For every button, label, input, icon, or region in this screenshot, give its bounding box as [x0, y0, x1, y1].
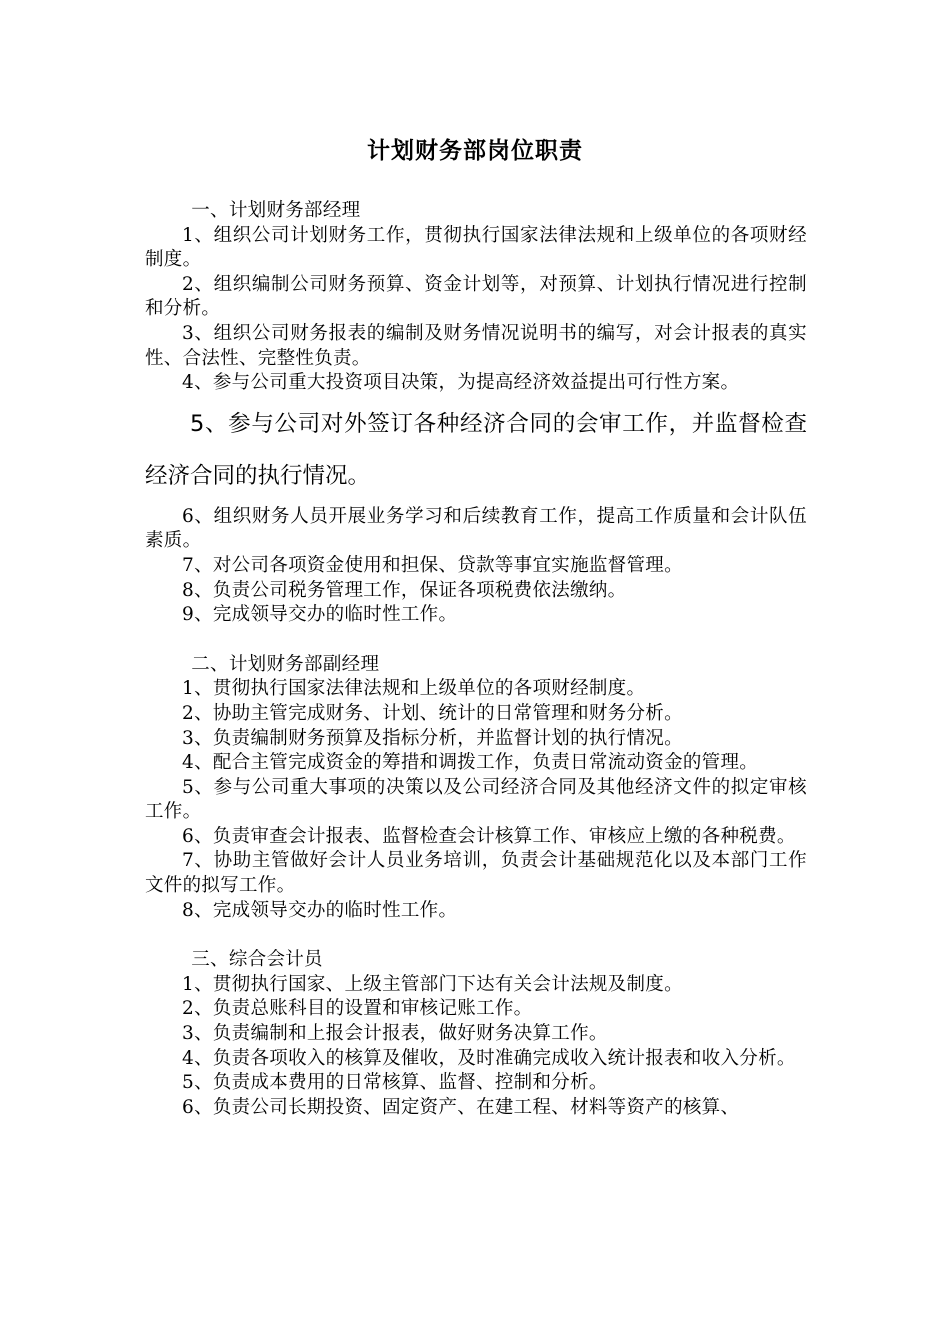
list-item: 9、完成领导交办的临时性工作。	[182, 604, 458, 626]
list-item: 2、负责总账科目的设置和审核记账工作。	[182, 998, 533, 1020]
section-heading: 二、计划财务部副经理	[191, 653, 380, 675]
section-heading: 一、计划财务部经理	[191, 200, 361, 221]
list-item: 1、贯彻执行国家、上级主管部门下达有关会计法规及制度。	[182, 973, 683, 995]
list-item: 5、参与公司重大事项的决策以及公司经济合同及其他经济文件的拟定审核工作。	[145, 776, 807, 823]
document-body	[145, 199, 807, 1120]
list-item: 2、协助主管完成财务、计划、统计的日常管理和财务分析。	[182, 702, 683, 724]
document-title: 计划财务部岗位职责	[367, 137, 583, 164]
list-item: 3、负责编制财务预算及指标分析，并监督计划的执行情况。	[182, 727, 683, 749]
list-item: 7、协助主管做好会计人员业务培训，负责会计基础规范化以及本部门工作文件的拟写工作。	[145, 850, 807, 897]
list-item: 2、组织编制公司财务预算、资金计划等，对预算、计划执行情况进行控制和分析。	[145, 273, 807, 320]
list-item: 6、组织财务人员开展业务学习和后续教育工作，提高工作质量和会计队伍素质。	[145, 505, 807, 552]
list-item: 7、对公司各项资金使用和担保、贷款等事宜实施监督管理。	[182, 554, 683, 576]
list-item: 6、负责审查会计报表、监督检查会计核算工作、审核应上缴的各种税费。	[182, 825, 796, 847]
list-item-large: 5、参与公司对外签订各种经济合同的会审工作，并监督检查经济合同的执行情况。	[145, 410, 807, 489]
list-item: 1、贯彻执行国家法律法规和上级单位的各项财经制度。	[182, 678, 646, 700]
section-heading: 三、综合会计员	[191, 949, 323, 971]
list-item: 3、组织公司财务报表的编制及财务情况说明书的编写，对会计报表的真实性、合法性、完整性负责。	[145, 322, 807, 369]
list-item: 4、配合主管完成资金的筹措和调拨工作，负责日常流动资金的管理。	[182, 752, 759, 774]
list-item: 8、负责公司税务管理工作，保证各项税费依法缴纳。	[182, 579, 627, 601]
list-item: 4、负责各项收入的核算及催收，及时准确完成收入统计报表和收入分析。	[182, 1047, 796, 1069]
section-spacer	[145, 628, 807, 653]
section-spacer	[145, 923, 807, 948]
list-item: 3、负责编制和上报会计报表，做好财务决算工作。	[182, 1023, 608, 1045]
list-item: 1、组织公司计划财务工作，贯彻执行国家法律法规和上级单位的各项财经制度。	[145, 224, 807, 271]
list-item: 6、负责公司长期投资、固定资产、在建工程、材料等资产的核算、	[182, 1096, 740, 1118]
list-item: 4、参与公司重大投资项目决策，为提高经济效益提出可行性方案。	[182, 372, 740, 394]
list-item: 8、完成领导交办的临时性工作。	[182, 899, 458, 921]
list-item: 5、负责成本费用的日常核算、监督、控制和分析。	[182, 1072, 608, 1094]
